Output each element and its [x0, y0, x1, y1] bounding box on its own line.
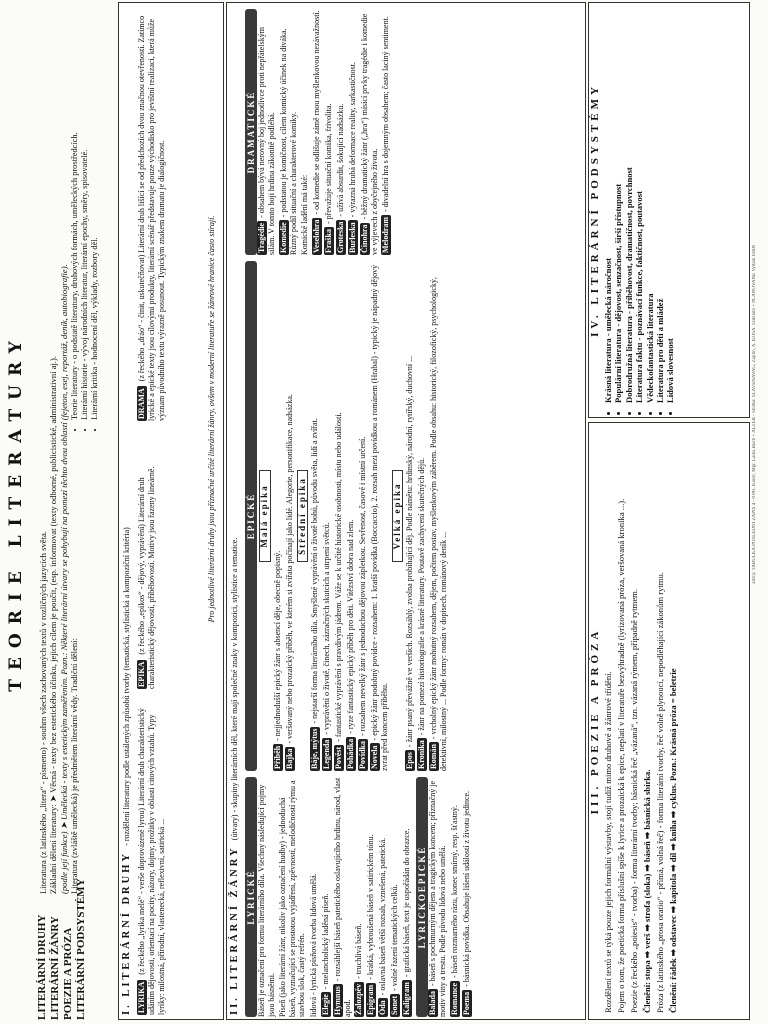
podsystem-item: • Vědeckofantastická literatura	[645, 3, 655, 403]
genre-entry	[354, 777, 364, 1017]
genre-text: - nejstarší forma literárního díla. Smyšlené vyprávění o životě bohů, původu světa, lidí a zvířat.	[310, 418, 320, 724]
genre-text: - obsahem bývá nerovný boj jednotlivce proti nepřátelským silám. V tomto boji hrdina zákonitě podléhá.	[257, 27, 276, 255]
genre-entry	[358, 261, 368, 771]
genre-tag: Hymnus	[332, 986, 342, 1015]
zanry-lyricke	[245, 777, 474, 1017]
genre-entry	[300, 9, 310, 255]
genre-tag: Kronika	[417, 740, 427, 769]
genre-text: Komické ladění má také:	[300, 174, 310, 255]
genre-text: - krátká, vybroušená báseň v satirickém tónu.	[366, 834, 376, 980]
poezie-line: Rozdělení textů se týká pouze jejich formální výstavby, stojí tudíž mimo druhové a žánrové třídění.	[603, 671, 613, 1013]
contents-item: LITERÁRNÍ DRUHY	[36, 914, 48, 1020]
genre-list	[310, 261, 390, 771]
genre-text: - epický žánr podobný povídce - rozsahem: 1. kratší povídka (Boccaccio), 2. rozsah mezi povídkou a románem (Hrabal) - typický je nápadný dějový zvrat před koncem příběhu.	[370, 264, 390, 771]
zanry-epicke	[245, 261, 451, 771]
genre-text: - převažuje situační komika, frivolita.	[323, 103, 333, 224]
category-header: LYRICKOEPICKÉ	[416, 777, 428, 1017]
genre-entry	[378, 777, 388, 1017]
genre-tag: Bajka	[284, 748, 294, 769]
genre-text: - divadelní hra s dojemným obsahem; často laciný sentiment.	[381, 16, 391, 212]
druh-text: (z řeckého „epikos“ - dějový, vyprávění) Literární druh charakteristický dějovostí, příběhovostí. Motivy jsou řazeny lineárně.	[137, 466, 156, 689]
genre-text: - rozsáhlejší báseň patetického oslavujícího hrdinu, národ, vlast apod.	[332, 777, 352, 1017]
druhy-note: Pro jednotlivé literární druhy jsou příznačné určité literární žánry, ovšem v moderní literatuře se žánrové hranice často stírají.	[207, 215, 216, 623]
genre-entry	[257, 9, 277, 255]
page-title: TEORIE LITERATURY	[6, 332, 26, 692]
genre-text: - truchlivá báseň.	[354, 923, 364, 979]
genre-tag: Melodram	[381, 217, 391, 253]
genre-entry	[450, 777, 460, 1017]
genre-entry	[428, 777, 448, 1017]
genre-text: - báseň s pochmurným dějem a tragickým koncem; příznačný je motiv viny a trestu. Podle původu lidová nebo umělá.	[428, 780, 448, 1017]
druh-lyrika	[137, 697, 166, 1015]
section-druhy	[118, 2, 224, 1020]
contents-item: LITERÁRNÍ PODSYSTÉMY	[75, 878, 87, 1020]
druh-text: (z řeckého „lyrika melé“ - verše doprovázené lyrou) Literární druh charakteristický udáním dějovosti, orientací na pocity, názory, dojmy, prožitky v oblasti citových vztahů. Typy lyriky: milostná, přírodní, vlastenecká, reflexivní, satirická ...	[137, 708, 166, 1015]
genre-text: - básnická povídka. Obsahuje lišení událostí z životu jedince.	[461, 790, 471, 987]
druh-drama	[137, 9, 166, 421]
podsystem-item: • Populární literatura - dějovost, senzačnost, širší přístupnost	[613, 3, 623, 403]
contents-item: POEZIE A PRÓZA	[62, 927, 74, 1020]
podsystem-item: • Dobrodružná literatura - příběhovost, dramatičnost, povrchnost	[624, 3, 634, 403]
genre-entry	[321, 777, 331, 1017]
genre-entry	[360, 9, 380, 255]
genre-list	[428, 777, 472, 1017]
genre-entry	[322, 261, 332, 771]
genre-entry	[324, 9, 334, 255]
section-definition: - rozdělení literatury podle ustálených způsobů tvorby (tematická, stylistická a kompoziční kritéria)	[122, 527, 131, 846]
section-zanry	[226, 2, 586, 1020]
genre-tag: Romance	[449, 983, 459, 1015]
genre-tag: Tragédie	[257, 222, 266, 253]
genre-text: - veršovaný nebo prozaický příběh, ve kterém si zvířata počínají jako lidé. Alegorie, personifikace, nadsázka.	[284, 394, 294, 744]
genre-tag: Elegie	[320, 994, 330, 1015]
category-header: DRAMATICKÉ	[245, 9, 257, 255]
genre-tag: Burleska	[347, 222, 357, 253]
genre-text: - melancholický laděná píseň.	[320, 893, 330, 990]
genre-list	[273, 261, 295, 771]
genre-text: - grafická báseň, text je uspořádán do obrazce.	[402, 828, 412, 978]
genre-text: - žánr psaný převážně ve verších. Rozsáhlý, zvolna probíhající děj. Podle námětu: hrdinský, národní, rytířský, duchovní ...	[405, 355, 415, 748]
poezie-line: Próza (z latinského „prosa oratio“ - přímá, volná řeč) - forma literární tvorby, řeč volně plynoucí, nepodléhající zákonům rytmu.	[655, 572, 665, 1013]
genre-entry	[333, 777, 353, 1017]
section-header: III. POEZIE A PRÓZA	[589, 627, 601, 815]
genre-tag: Příběh	[272, 745, 282, 769]
druh-label: EPIKA	[137, 661, 146, 687]
genre-text: - žánr na pomezí historiografie a krásné literatury. Poutavě zachycení skutečných dějů.	[417, 457, 427, 736]
genre-entry	[312, 9, 322, 255]
genre-text: - ryze fantastický epický příběh pro děti. Vítězství dobra nad zlem.	[346, 519, 356, 734]
genre-entry	[279, 9, 299, 255]
podsystem-item: • Literatura faktu - poznávací funkce, faktičnost, poutavost	[634, 3, 644, 403]
section-header: IV. LITERÁRNÍ PODSYSTÉMY	[589, 83, 601, 337]
tradition-item: • Literární historie - vývoj národních literatur, literární epochy, směry, spisovatelé.	[80, 14, 90, 420]
genre-tag: Pověst	[334, 746, 344, 769]
genre-tag: Komedie	[278, 222, 288, 253]
genre-entry	[402, 777, 412, 1017]
podsystem-item: • Literatura pro děti a mládež	[655, 3, 665, 403]
genre-tag: Báje, mýtus	[310, 728, 320, 769]
genre-tag: Pohádka	[346, 738, 356, 769]
podsystem-item: • Krásná literatura - umělecká náročnost	[603, 3, 613, 403]
section-podsystemy	[588, 2, 750, 418]
genre-list	[257, 777, 412, 1017]
genre-text: - užívá absurdit, šokující nadsázku.	[335, 103, 345, 217]
section-header: I. LITERÁRNÍ DRUHY	[121, 851, 132, 1015]
genre-entry	[370, 261, 390, 771]
genre-entry	[417, 261, 427, 771]
podsystem-item: • Lidová slovesnost	[665, 3, 675, 403]
genre-text: lidová - lyrická písňová tvorba lidová umělá.	[308, 873, 318, 1017]
genre-text: - volné řazení tematických celků.	[390, 884, 400, 991]
zanry-dramaticke	[245, 9, 393, 255]
subcategory-label: Malá epika	[259, 470, 271, 562]
genre-tag: Povídka	[358, 740, 368, 769]
genre-tag: Groteska	[335, 221, 345, 253]
genre-text: - vrcholný epický žánr mohutný rozsahem, dějem, počtem postav, myšlenkovým záběrem. Podle obsahu: historický, filozofický, psychologický, detektivní, milostný ... Podle formy: román v dopisech, románový deník ...	[429, 277, 449, 771]
genre-list	[257, 9, 391, 255]
genre-entry	[462, 777, 472, 1017]
genre-entry	[278, 777, 307, 1017]
genre-entry	[390, 777, 400, 1017]
genre-tag: Novela	[370, 745, 380, 769]
genre-tag: Žalozpěv	[354, 983, 364, 1015]
genre-text: - od komedie se odlišuje zámě rnou myšlenkovou nezávažností.	[311, 10, 321, 215]
category-header: EPICKÉ	[245, 261, 257, 771]
genre-tag: Činohra	[359, 224, 369, 253]
genre-entry	[366, 777, 376, 1017]
genre-entry	[429, 261, 449, 771]
intro-line: (podle její funkce) ➤ Umělecká - texty s estetickým zaměřením. Pozn.: Některé literární útvary se pohybují na pomezí těchto dvou oblastí (fejeton, esej, reportáž, deník, autobiografie).	[58, 264, 69, 894]
intro-line: Literatura (z latinského „litera“ - písmeno) - souhrn všech zachovaných textů v rozličných jazycích světa.	[38, 531, 48, 894]
genre-tag: Legenda	[322, 739, 332, 769]
druh-label: LYRIKA	[137, 981, 146, 1013]
genre-tag: Epos	[405, 752, 415, 769]
intro-line: Literatura (zvláště umělecká) je předmětem literární vědy. Tradiční dělení:	[69, 638, 80, 894]
druh-label: DRAMA	[137, 388, 146, 419]
genre-entry	[310, 261, 320, 771]
genre-tag: Veselohra	[311, 219, 321, 253]
genre-text: - běžný dramatický žánr („hra“) mísící prvky tragédie i komedie ve výjevech z obyčejného života.	[359, 13, 379, 255]
contents-item: LITERÁRNÍ ŽÁNRY	[49, 916, 61, 1020]
genre-entry	[381, 9, 391, 255]
genre-text: - podstatou je komičnost, cílem komický účinek na diváka. Různý podíl situační a charakterové komiky.	[278, 28, 298, 255]
genre-text: - nejjednodušší epický žánr s absencí děje, obecně popisný.	[272, 550, 282, 741]
poezie-line: Členění: stopa ➡ verš ➡ strofa (sloka) ➡ báseň ➡ básnická sbírka.	[642, 769, 652, 1013]
genre-entry	[334, 261, 344, 771]
genre-list	[405, 261, 449, 771]
genre-text: - oslavná báseň větší rozsah, vznešená, patetická.	[378, 837, 388, 996]
tradition-item: • Literární kritika - hodnocení děl, výklady, rozbory děl.	[90, 14, 100, 420]
genre-text: - výrazná hrubá deformace reality, sarkastičnost.	[347, 62, 357, 218]
footer-source: Zdroj: TABULKA POSLEDNÍ ZÁPIS 4 - 8 PH. Kacer, Mgr. Ladia Buch + ALTER - Sbírka: SLAVĚNAVAG, Zajiho, A. KOSA. vzdělání + PLANOVANÉ Vydání ISBN	[752, 244, 757, 584]
poezie-line: Pojem o tom, že poetická forma příslušní spíše k lyrice a prozaická k epice, neplatí v literatuře bezvýhradně (lyrizovaná próza, veršovaná kronika ...).	[616, 498, 626, 1013]
genre-entry	[405, 261, 415, 771]
genre-tag: Kaligram	[402, 982, 412, 1015]
contents-list	[36, 879, 88, 1021]
genre-entry	[336, 9, 346, 255]
genre-tag: Poema	[461, 991, 471, 1015]
genre-text: - vyprávění o životě, činech, zázračných skutcích a utrpení světců.	[322, 522, 332, 735]
section-definition: (útvary) - skupiny literárních děl, které mají společné znaky v kompozici, stylistice a tematice.	[230, 537, 239, 841]
genre-text: Báseň je označení pro formu literárního díla. Všechny následující pojmy jsou básněmi.	[257, 784, 276, 1017]
druh-text: (z řeckého „dráo“ - činit, uskutečňovat) Literární druh lišící se od předchozích dvou značnou otevřeností. Zatímco lyrické a epické texty jsou cílovými produkty, literární scénář představuje pouze východisko pro jevištní realizaci, která může význam původního textu výrazně posunout. Typickým znakem dramatu je dialogičnost.	[137, 15, 166, 421]
genre-entry	[346, 261, 356, 771]
genre-tag: Balada	[428, 990, 438, 1015]
subcategory-label: Střední epika	[297, 470, 309, 562]
genre-text: - fantastické vyprávění s pravdivým jádrem. Váže se k určité historické osobnosti, místu nebo události.	[334, 412, 344, 742]
genre-entry	[285, 261, 295, 771]
subcategory-label: Velká epika	[392, 470, 404, 562]
poezie-line: Poezie (z řeckého „poiesis“ - tvorba) - forma literární tvorby; básnická řeč „vázaná“, tzn. vázaná rýmem, případně rytmem.	[629, 588, 639, 1013]
tradition-list	[70, 14, 100, 434]
genre-entry	[309, 777, 319, 1017]
druh-epika	[137, 429, 157, 689]
genre-entry	[348, 9, 358, 255]
genre-tag: Román	[429, 744, 439, 769]
genre-text: - báseň rozmarného rázu, konec smírný, resp. šťastný.	[449, 805, 459, 978]
genre-entry	[257, 777, 276, 1017]
genre-text: - rozsahem nevelký žánr s jednoduchou dějovou zápletkou. Sevřenost, časové i místní určení.	[358, 436, 368, 736]
section-poezie-proza	[588, 422, 750, 1020]
tradition-item: • Teorie literatury - o podstatě literatury, druhových formách, uměleckých prostředcích.	[70, 14, 80, 420]
poezie-line: Členění: řádek ➡ odstavec ➡ kapitola ➡ díl ➡ kniha ➡ cyklus. Pozn.: Krásná próza = beletrie	[668, 668, 678, 1013]
section-header: II. LITERÁRNÍ ŽÁNRY	[229, 845, 240, 1015]
genre-tag: Fraška	[323, 229, 333, 253]
genre-tag: Epigram	[366, 984, 376, 1015]
category-header: LYRICKÉ	[245, 777, 257, 1017]
genre-tag: Óda	[378, 1000, 388, 1015]
intro-line: Základní dělení literatury: ➤ Věcná - texty bez estetického účinku, jejich cílem je poučit, (esp. informovat (texty odborné, publicistické, administrativní aj.).	[48, 355, 59, 894]
genre-text: Píseň (jako literární žánr, nikoliv jako označení hudby) - jednoduchá báseň, vyznačující se prostotou vyjádření, zpěvností, melodičností rýmu a stavbou slok, častý refrén.	[278, 780, 307, 1017]
genre-entry	[273, 261, 283, 771]
genre-tag: Sonet	[390, 995, 400, 1015]
